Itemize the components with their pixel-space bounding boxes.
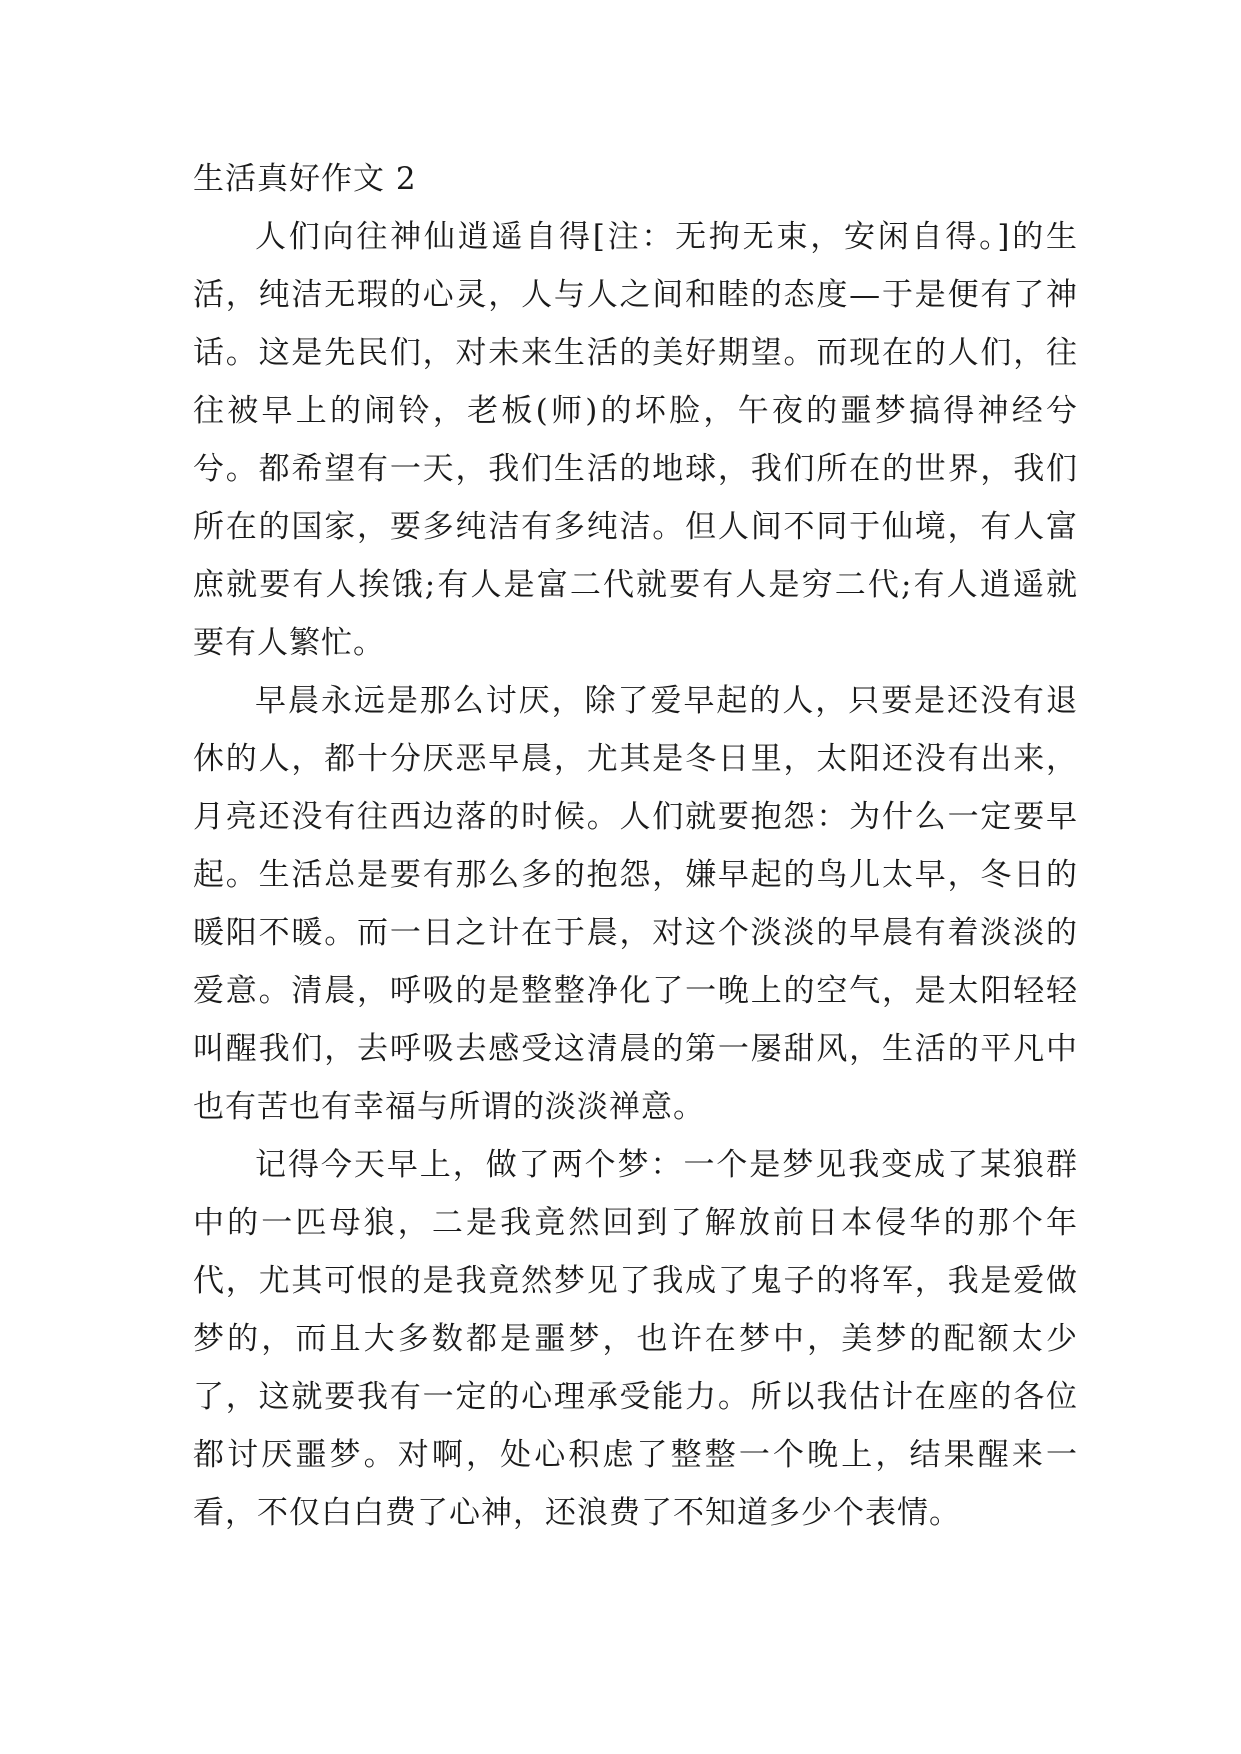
paragraph-2: 早晨永远是那么讨厌，除了爱早起的人，只要是还没有退休的人，都十分厌恶早晨，尤其是冬日里，太阳还没有出来，月亮还没有往西边落的时候。人们就要抱怨：为什么一定要早起。生活总是要有那么多的抱怨，嫌早起的鸟儿太早，冬日的暖阳不暖。而一日之计在于晨，对这个淡淡的早晨有着淡淡的爱意。清晨，呼吸的是整整净化了一晚上的空气，是太阳轻轻叫醒我们，去呼吸去感受这清晨的第一屡甜风，生活的平凡中也有苦也有幸福与所谓的淡淡禅意。 (193, 683, 1078, 1125)
paragraph-1: 人们向往神仙逍遥自得[注：无拘无束，安闲自得。]的生活，纯洁无瑕的心灵，人与人之间和睦的态度—于是便有了神话。这是先民们，对未来生活的美好期望。而现在的人们，往往被早上的闹铃，老板(师)的坏脸，午夜的噩梦搞得神经兮兮。都希望有一天，我们生活的地球，我们所在的世界，我们所在的国家，要多纯洁有多纯洁。但人间不同于仙境，有人富庶就要有人挨饿;有人是富二代就要有人是穷二代;有人逍遥就要有人繁忙。 (193, 219, 1078, 661)
paragraph-3: 记得今天早上，做了两个梦：一个是梦见我变成了某狼群中的一匹母狼，二是我竟然回到了解放前日本侵华的那个年代，尤其可恨的是我竟然梦见了我成了鬼子的将军，我是爱做梦的，而且大多数都是噩梦，也许在梦中，美梦的配额太少了，这就要我有一定的心理承受能力。所以我估计在座的各位都讨厌噩梦。对啊，处心积虑了整整一个晚上，结果醒来一看，不仅白白费了心神，还浪费了不知道多少个表情。 (193, 1147, 1078, 1531)
document-body (193, 150, 1078, 1542)
document-title: 生活真好作文 2 (193, 161, 417, 197)
